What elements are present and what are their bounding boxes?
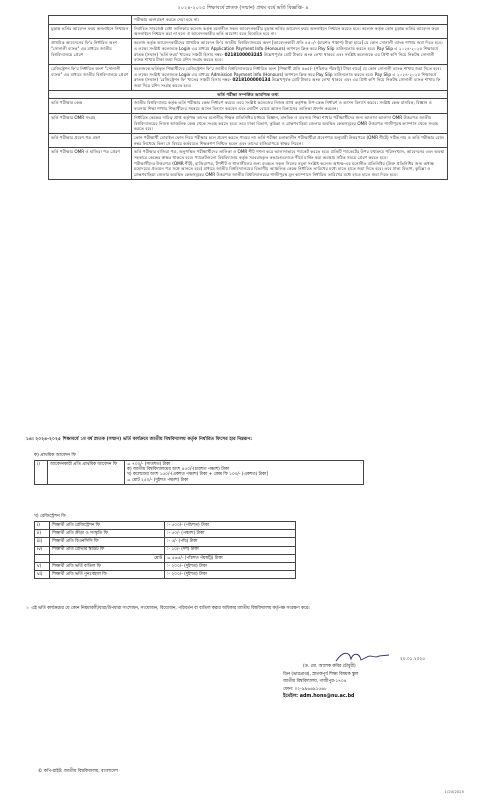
- fee-line: খ) কলেজের অংশ ১৫০/-(একশত পঞ্চাশ) টাকা + কেন্দ্র ফি ১০০/- (একশত) টাকা]: [127, 472, 269, 478]
- table-row: [49, 24, 448, 38]
- row-content: ভর্তি পরীক্ষার হাজিরা পত্র, অনুপস্থিত পরীক্ষার্থীদের তালিকা ও OMR শীট গণনা করে আলাদাভাবে প্যাকেট করতে হবে। প্রতিটি প্যাকেটের উপর যথাক্রমে পরিসংখ্যান, আবেদনের এবং অবস্থা সহকারে কেন্দ্রের স্বাক্ষর থাকতে হবে। প্যাকেটগুলো বিশ্ববিদ্যালয় কর্তৃক সরবরাহকৃত কভারগুলোতে শীর্ষে মার্কিং করা অবস্থায় সঠিক সময়ে প্রেরণ করতে হবে। পরীক্ষার্থীদের উত্তরপত্র (OMR শীট), হাজিরাপত্র, টপশীট ও গালাসীলের জন্য ব্যবহৃত সকল সিলের নমুনা সংশ্লিষ্ট কলেজ অধ্যক্ষ-এর মনোনীত প্রতিনিধির (উক্ত প্রতিনিধির জন্য অধ্যক্ষ মহোদয়ের প্রত্যয়ন পত্র সঙ্গে আনতে হবে) মাধ্যমে জাতীয় বিশ্ববিদ্যালয়ের বিভাগীয় আঞ্চলিক কেন্দ্রে নির্ধারিত তারিখের মধ্যে হাতে হাতে জমা দিতে হবে। তবে ঢাকা বিভাগ, কুমিল্লা ও ব্রাহ্মণবাড়িয়া জেলার অবস্থিত কেন্দ্রসমূহের OMR উত্তরপত্র জাতীয় বিশ্ববিদ্যালয়ের গাজীপুরস্থ মূল ক্যাম্পাসে নির্ধারিত তারিখের মধ্যে হাতে হাতে জমা দিতে হবে।: [132, 148, 448, 180]
- fee-line: = ৭০০/- (সাতশত) টাকা: [127, 461, 171, 467]
- fee-b-label: খ) রেজিস্ট্রেশন ফি: [34, 514, 66, 519]
- row-number: i): [35, 522, 50, 530]
- row-number: vi): [35, 571, 50, 579]
- row-amount: :- ৫০/- (পঞ্চাশ) টাকা: [165, 530, 296, 538]
- registration-fee-table: [34, 521, 296, 579]
- copyright: © কপি-রাইট: জাতীয় বিশ্ববিদ্যালয়, বাংলাদেশ: [38, 769, 118, 774]
- row-label: শিক্ষার্থী প্রতি ভর্তি বাতিল ফি: [50, 562, 165, 570]
- fee-line: ক) জাতীয় বিশ্ববিদ্যালয়ের অংশ ৪৫০/-(চারশত পঞ্চাশ) টাকা: [127, 466, 230, 472]
- row-number: iv): [35, 546, 50, 554]
- total-label: মোট: [50, 554, 165, 562]
- row-label: শিক্ষার্থী প্রতি রেজিস্ট্রেশন ফি: [50, 522, 165, 530]
- signatory-name: (ড. মো. আশেক কবির চৌধুরী): [303, 664, 356, 670]
- row-label: শিক্ষার্থী প্রতি রোভার স্কাউট ফি: [50, 546, 165, 554]
- row-label: চূড়ান্ত ভর্তির আবেদন ফরম অনলাইনে নিশ্চায়ন: [49, 24, 132, 38]
- row-label: আবেদনকারী প্রতি প্রাথমিক আবেদন ফি: [48, 461, 125, 485]
- rights-note-text: এই ভর্তি কার্যক্রমের যে কোন নিয়মাবলী/ধারা/উপধারা সংশোধন, সংযোজন, বিয়োজন, পরিবর্তন বা বাতিল করার অধিকার জাতীয় বিশ্ববিদ্যালয় কর্তৃপক্ষ সংরক্ষণ করে।: [31, 606, 310, 611]
- row-number: i): [35, 461, 48, 485]
- row-content-text: উল্লেখপূর্বক মোট টাকার অংক লেখা থাকবে এবং এর প্রিন্ট কপি নিয়ে নিকটস্থ সোনালী ব্যাংক শাখায় ফি জমা দিয়ে রশিদ সংগ্রহ করতে হবে।: [134, 77, 441, 89]
- row-content: কোন পরীক্ষার্থী মোবাইল ফোন নিয়ে পরীক্ষার হলে প্রবেশ করতে পারবে না। ভর্তি পরীক্ষা চলাকালীন পরীক্ষার্থীরা প্রবেশপত্র অনুযায়ী উত্তরপত্রে (OMR শীটে) সঠিক নাম ও ভর্তি পরীক্ষার রোল নম্বর লিখেছে কিনা সে বিষয়ে কর্তব্যরত শিক্ষকগণ নিশ্চিত হবেন এবং তাদের হাজিরাপত্রে স্বাক্ষর নিবেন।: [132, 133, 448, 147]
- table-row: [49, 39, 448, 65]
- row-label: রেজিস্ট্রেশন ফি'র নির্ধারিত অংশ "সোনালী ব্যাংক" এর মাধ্যমে জাতীয় বিশ্ববিদ্যালয়ে প্রেরণ: [49, 64, 132, 90]
- table-row: [35, 530, 296, 538]
- row-amount: :- ২০০/- (দুইশত) টাকা: [165, 571, 296, 579]
- table-row: [35, 571, 296, 579]
- row-label: ভর্তি পরীক্ষার কেন্দ্র: [49, 99, 132, 113]
- signature-icon: [333, 650, 393, 664]
- row-label: শিক্ষার্থী প্রতি ক্রীড়া ও সংস্কৃতি ফি: [50, 530, 165, 538]
- row-number: v): [35, 562, 50, 570]
- row-label: শিক্ষার্থী প্রতি ভর্তি পুনঃবহাল ফি: [50, 571, 165, 579]
- row-content-text: কলেজ কর্তৃক আবেদনকারীদের প্রাথমিক আবেদন ফি'র জাতীয় বিশ্ববিদ্যালয়ের অংশ [আবেদনকারী প্রতি ৪৫০/- (চারশত পঞ্চাশ) টাকা হারে] যে কোন সোনালী ব্যাংক শাখায় জমা দিতে হবে। এ লক্ষ্যে সংশ্লিষ্ট কলেজকে Login এর মাধ্যমে Application Payment Info (Honours) অপশনে ক্লিক করে Pay Slip ডাউনলোড করতে হবে। Pay Slip এ ২০২৪-২০২৫ শিক্ষাবর্ষে স্নাতক (সম্মান) 'ভর্তি ফরম' খাতের সঞ্চয়ী হিসাব নম্বর-: [134, 40, 443, 57]
- contact-email: ইমেইল: adm.hons@nu.ac.bd: [283, 694, 355, 700]
- table-row: [49, 99, 448, 113]
- row-content: [132, 39, 448, 65]
- table-row: [35, 538, 296, 546]
- pointer-icon: ☞: [26, 606, 30, 611]
- table-cell: পরীক্ষায় অংশগ্রহণ করতে দেয়া হবে না।: [132, 16, 448, 25]
- account-number: 0218100000134: [232, 77, 271, 83]
- page-header: ২০২৪-২০২৫ শিক্ষাবর্ষে স্নাতক (সম্মান) প্রথম বর্ষে ভর্তি বিজ্ঞপ্তি- ৪: [177, 5, 309, 11]
- fee-a-label: ক) প্রাথমিক আবেদন ফি: [34, 453, 76, 458]
- table-row: [35, 461, 364, 485]
- row-amount: :- ৫০০/- (পাঁচশত) টাকা: [165, 522, 296, 530]
- table-row: [35, 546, 296, 554]
- signatory-org: জাতীয় বিশ্ববিদ্যালয়, গাজীপুর-১৭০৪: [283, 679, 347, 685]
- table-row: [49, 90, 448, 99]
- row-label: ভর্তি পরীক্ষার OMR সংগ্রহ: [49, 113, 132, 133]
- row-label: ভর্তি পরীক্ষার প্রবেশ পত্র গ্রহণ: [49, 133, 132, 147]
- admission-info-table: [48, 15, 448, 180]
- signature-block: [283, 656, 463, 700]
- rights-note: [26, 606, 456, 612]
- table-cell-empty: [49, 16, 132, 25]
- signatory-title: ডিন (ভারপ্রাপ্ত), স্নাতকপূর্ব শিক্ষা বিষয়ক স্কুল: [283, 671, 359, 677]
- row-label: শিক্ষার্থী প্রতি বিএনসিসি ফি: [50, 538, 165, 546]
- row-label: ভর্তি পরীক্ষার OMR ও হাজিরা পত্র প্রেরণ: [49, 148, 132, 180]
- fee-breakdown: [125, 461, 364, 485]
- contact-phone: ফোন: ০২-৯৯৬৬৯১৫৬৮: [283, 686, 327, 692]
- row-amount: :- ১০/- (দশ) টাকা: [165, 546, 296, 554]
- total-row: [35, 554, 296, 562]
- row-number: iii): [35, 538, 50, 546]
- row-content: [132, 64, 448, 90]
- table-row: [49, 64, 448, 90]
- row-number: ii): [35, 530, 50, 538]
- row-content: নির্ধারিত কেন্দ্রের দায়িত্ব প্রাপ্ত কর্তৃপক্ষ তাদের মনোনীত শিক্ষক প্রতিনিধির মাধ্যমে বিজ্ঞান, মানবিক ও ব্যবসায় শিক্ষা শাখার পরীক্ষার্থীদের জন্য আলাদা আলাদা OMR উত্তরপত্র জাতীয় বিশ্ববিদ্যালয়ের নিজস্ব আঞ্চলিক কেন্দ্র থেকে সংগ্রহ করতে হবে। তবে ঢাকা বিভাগ, কুমিল্লা ও ব্রাহ্মণবাড়িয়া জেলার অবস্থিত কেন্দ্রসমূহের OMR উত্তরপত্র গাজীপুরস্থ ক্যাম্পাস থেকে সংগ্রহ করতে হবে।: [132, 113, 448, 133]
- exam-section-heading: ভর্তি পরীক্ষা সম্পর্কিত আবশ্যিক তথ্য: [49, 90, 448, 99]
- signature-date: ২০.০১.২০২৫: [399, 657, 425, 662]
- fee-line: = মোট ২৫০/- (দুইশত পঞ্চাশ) টাকা: [127, 477, 189, 483]
- row-content: নির্বাচিত সাবজেক্ট মেধা তালিকায় কলেজ কর্তৃক মনোনীত সকল আবেদনকারীর চূড়ান্ত ভর্তির আবেদন ফরম অনলাইনে নিশ্চয়ন করতে হবে। কলেজ কর্তৃক কোন চূড়ান্ত ভর্তির আবেদন ফরম অনলাইনে নিশ্চয়ন করা না হলে ঐ আবেদনকারীর ভর্তি অযোগ্য বলে বিবেচিত হবে না।: [132, 24, 448, 38]
- row-content: জাতীয় বিশ্ববিদ্যালয় কর্তৃক ভর্তি পরীক্ষার কেন্দ্র নির্ধারণ করবে। তবে সংশ্লিষ্ট কলেজের নিজস্ব প্রাপ্ত কর্তৃপক্ষ উপ-কেন্দ্র নির্ধারণ ও আসন বিন্যাস করবে। সংশ্লিষ্ট কেন্দ্র মানবিক, বিজ্ঞান ও ব্যবসায় শিক্ষা শাখার শিক্ষার্থীদের সমন্বয়ে আসন বিন্যাস করবেন এবং নোটিশ বোর্ডে আসন বিন্যাসের তালিকা প্রদর্শন করবেন।: [132, 99, 448, 113]
- row-number: [35, 554, 50, 562]
- row-amount: :- ২০০/- (দুইশত) টাকা: [165, 562, 296, 570]
- section-14-heading: ১৪। ২০২৪-২০২৫ শিক্ষাবর্ষে ১ম বর্ষ স্নাতক (সম্মান) ভর্তি কার্যক্রমে জাতীয় বিশ্ববিদ্যালয় কর্তৃক নির্ধারিত ফিসের হার নিম্নরূপ:: [26, 437, 253, 442]
- table-row: [49, 148, 448, 180]
- application-fee-table: [34, 460, 364, 485]
- table-row: [35, 522, 296, 530]
- row-content-text: উল্লেখপূর্বক মোট টাকার অংক লেখা থাকবে এবং সংশ্লিষ্ট কলেজকে এর প্রিন্ট কপি নিয়ে নিকটস্থ সোনালী ব্যাংক শাখায় টাকা জমা দিয়ে রশিদ সংগ্রহ করতে হবে।: [134, 51, 435, 63]
- account-number: 0218100003245: [224, 51, 263, 57]
- row-label: প্রাথমিক আবেদনের ফি'র নির্ধারিত অংশ "সোনালী ব্যাংক" এর মাধ্যমে জাতীয় বিশ্ববিদ্যালয়ে প্রেরণ: [49, 39, 132, 65]
- row-content-text: কলেজকে ভর্তিকৃত শিক্ষার্থীদের রেজিস্ট্রেশন ফি'র জাতীয় বিশ্ববিদ্যালয়ের নির্ধারিত অংশ [শিক্ষার্থী প্রতি ৫৬৫/- (পাঁচশত পঁয়ষট্টি) টাকা হারে] যে কোন সোনালী ব্যাংক শাখায় জমা দিতে হবে। এ লক্ষ্যে সংশ্লিষ্ট কলেজকে Login এর মাধ্যমে Admission Payment Info (Honours) অপশনে ক্লিক করে Pay Slip ডাউনলোড করতে হবে। Pay Slip এ ২০২৪-২০২৫ শিক্ষাবর্ষে স্নাতক (সম্মান) 'রেজিস্ট্রেশন ফি' খাতের সঞ্চয়ী হিসাব নম্বর-: [134, 65, 442, 83]
- table-row: [35, 562, 296, 570]
- table-row: [49, 113, 448, 133]
- table-row: [49, 133, 448, 147]
- row-amount: :- ৫/- (পাঁচ) টাকা: [165, 538, 296, 546]
- total-amount: = ৫৬৫/- (পাঁচশত পঁয়ষট্টি) টাকা: [165, 554, 296, 562]
- footer-date: 1/20/2025: [444, 789, 464, 794]
- table-row: [49, 16, 448, 25]
